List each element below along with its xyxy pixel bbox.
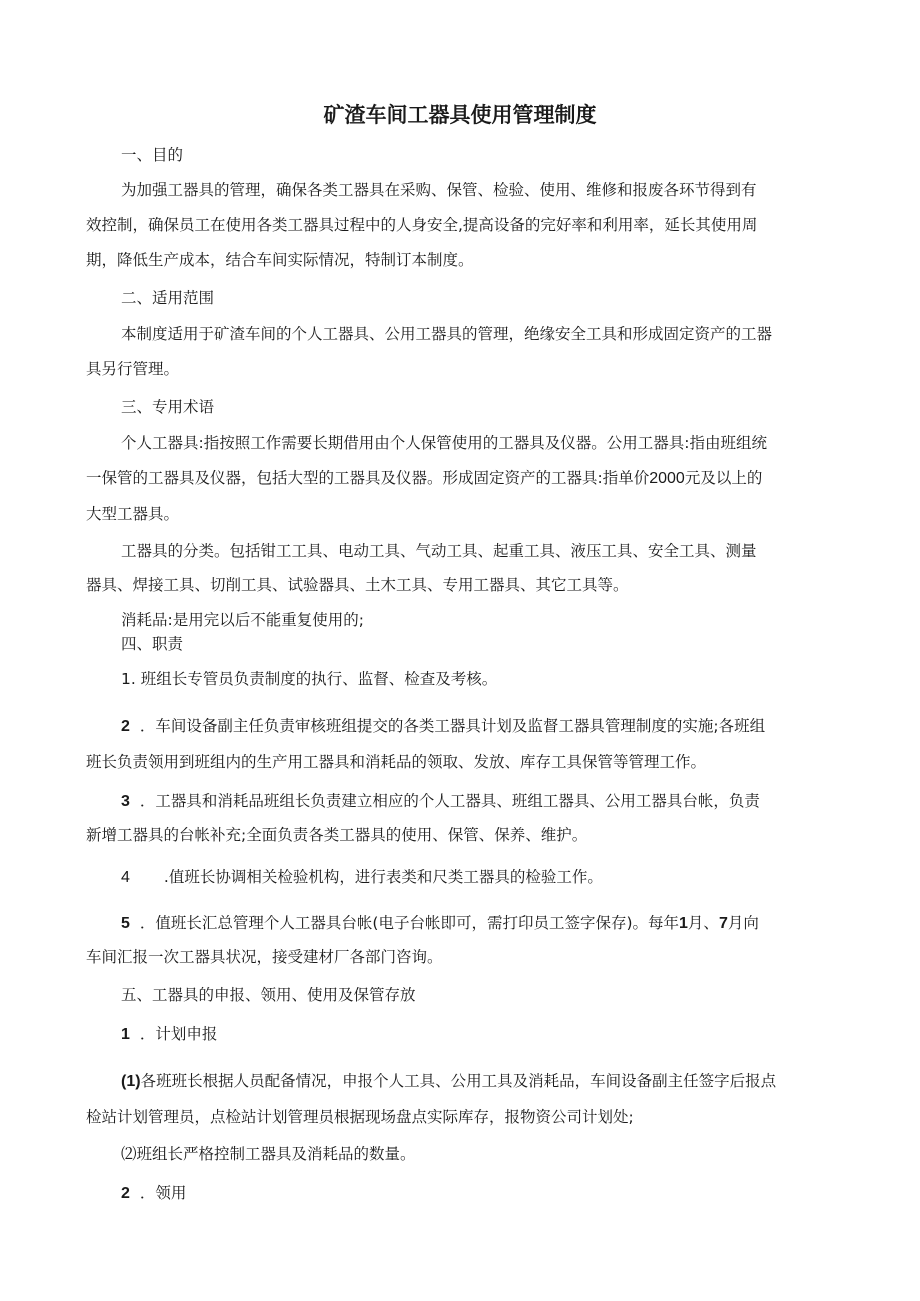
section-3-heading: 三、专用术语 xyxy=(121,398,215,416)
paragraph-line: 为加强工器具的管理，确保各类工器具在采购、保管、检验、使用、维修和报废各环节得到有 xyxy=(121,181,757,199)
section-4-heading: 四、职责 xyxy=(121,635,184,653)
paragraph-line: 检站计划管理员，点检站计划管理员根据现场盘点实际库存，报物资公司计划处; xyxy=(86,1108,634,1126)
paragraph-line: 效控制，确保员工在使用各类工器具过程中的人身安全,提高设备的完好率和利用率，延长其使用周 xyxy=(86,216,758,234)
list-item: 2 ．领用 xyxy=(121,1184,187,1202)
paragraph-line: 大型工器具。 xyxy=(86,505,180,523)
paragraph-line: 具另行管理。 xyxy=(86,360,180,378)
paragraph-line: 新增工器具的台帐补充;全面负责各类工器具的使用、保管、保养、维护。 xyxy=(86,826,588,844)
document-title: 矿渣车间工器具使用管理制度 xyxy=(323,103,597,127)
paragraph-line: 器具、焊接工具、切削工具、试验器具、土木工具、专用工器具、其它工具等。 xyxy=(86,576,629,594)
section-1-heading: 一、目的 xyxy=(121,146,184,164)
paragraph-line: 车间汇报一次工器具状况，接受建材厂各部门咨询。 xyxy=(86,948,443,966)
list-item: 1. 班组长专管员负责制度的执行、监督、检查及考核。 xyxy=(121,670,498,688)
paragraph-line: 一保管的工器具及仪器，包括大型的工器具及仪器。形成固定资产的工器具:指单价2000元及以上的 xyxy=(86,469,763,487)
paragraph-line: 个人工器具:指按照工作需要长期借用由个人保管使用的工器具及仪器。公用工器具:指由班组统 xyxy=(121,434,767,452)
paragraph-line: 期，降低生产成本，结合车间实际情况，特制订本制度。 xyxy=(86,251,474,269)
list-item: 5 ．值班长汇总管理个人工器具台帐(电子台帐即可，需打印员工签字保存)。每年1月、7月向 xyxy=(121,914,759,932)
paragraph-line: 本制度适用于矿渣车间的个人工器具、公用工器具的管理，绝缘安全工具和形成固定资产的工器 xyxy=(121,325,773,343)
list-item: 2 ．车间设备副主任负责审核班组提交的各类工器具计划及监督工器具管理制度的实施;各班组 xyxy=(121,717,766,735)
list-item: 1 ．计划申报 xyxy=(121,1025,218,1043)
section-5-heading: 五、工器具的申报、领用、使用及保管存放 xyxy=(121,986,416,1004)
paragraph-line: ⑵班组长严格控制工器具及消耗品的数量。 xyxy=(121,1145,416,1163)
paragraph-line: 班长负责领用到班组内的生产用工器具和消耗品的领取、发放、库存工具保管等管理工作。 xyxy=(86,753,707,771)
list-item: 4 .值班长协调相关检验机构，进行表类和尺类工器具的检验工作。 xyxy=(121,868,603,886)
list-item: 3 ．工器具和消耗品班组长负责建立相应的个人工器具、班组工器具、公用工器具台帐，负责 xyxy=(121,792,760,810)
paragraph-line: (1)各班班长根据人员配备情况，申报个人工具、公用工具及消耗品，车间设备副主任签字后报点 xyxy=(121,1072,777,1090)
section-2-heading: 二、适用范围 xyxy=(121,289,215,307)
paragraph-line: 工器具的分类。包括钳工工具、电动工具、气动工具、起重工具、液压工具、安全工具、测量 xyxy=(121,542,757,560)
paragraph-line: 消耗品:是用完以后不能重复使用的; xyxy=(121,611,364,629)
